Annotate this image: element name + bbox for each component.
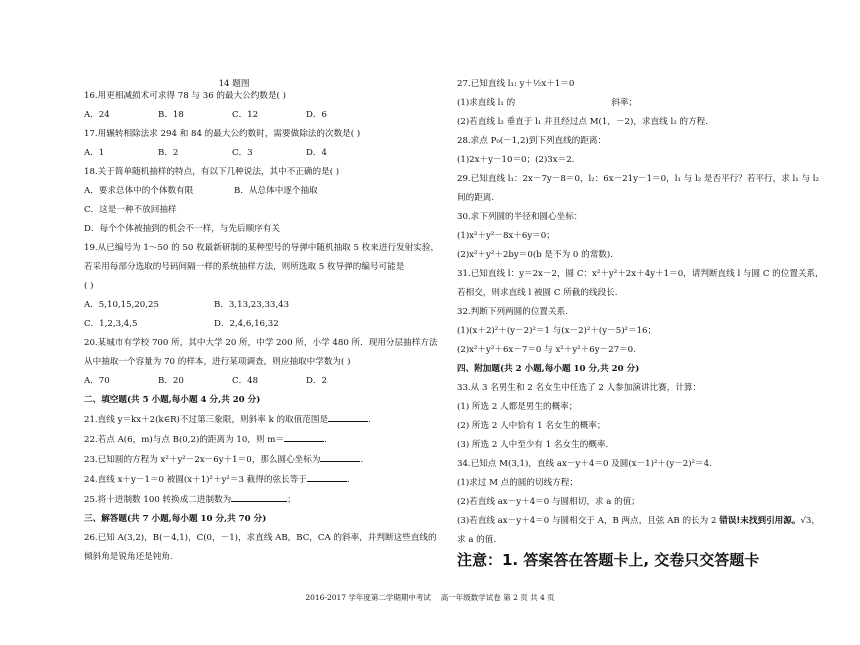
- option: A．70: [84, 376, 110, 386]
- notice-answer-sheet: 注意：1. 答案答在答题卡上, 交卷只交答题卡: [457, 551, 760, 569]
- question-30-part1: (1)x²＋y²－8x＋6y＝0；: [457, 231, 555, 241]
- question-18-options-ab: [84, 185, 444, 197]
- question-30: 30.求下列圆的半径和圆心坐标：: [457, 212, 583, 222]
- question-25: 25.将十进制数 100 转换成二进制数为 ；: [84, 495, 296, 505]
- question-17-options: [84, 147, 444, 159]
- question-28: 28.求点 P₀(－1,2)到下列直线的距离：: [457, 136, 607, 146]
- question-19-options-ab: [84, 299, 444, 311]
- question-19-line2: 若采用每部分选取的号码间隔一样的系统抽样方法，则所选取 5 枚导弹的编号可能是: [84, 262, 405, 272]
- figure-caption: 14 题图: [218, 79, 250, 89]
- answer-blank: [307, 473, 347, 482]
- question-16: 16.用更相减损术可求得 78 与 36 的最大公约数是( ): [84, 91, 286, 101]
- option: A．1: [84, 148, 105, 158]
- question-21: 21.直线 y＝kx＋2(k∈R)不过第三象限，则斜率 k 的取值范围是 .: [84, 415, 371, 425]
- question-32-part2: (2)x²＋y²＋6x－7＝0 与 x²＋y²＋6y－27＝0.: [457, 345, 636, 355]
- question-32-part1: (1)(x＋2)²＋(y－2)²＝1 与(x－2)²＋(y－5)²＝16；: [457, 326, 657, 336]
- question-24: 24.直线 x＋y－1＝0 被圆(x＋1)²＋y²＝3 截得的弦长等于 .: [84, 475, 350, 485]
- question-18: 18.关于简单随机抽样的特点，有以下几种说法，其中不正确的是( ): [84, 167, 340, 177]
- question-16-options: [84, 109, 444, 121]
- question-30-part2: (2)x²＋y²＋2by＝0(b 是不为 0 的常数).: [457, 250, 614, 260]
- question-19-options-cd: [84, 318, 444, 330]
- section-2-heading: 二、填空题(共 5 小题,每小题 4 分,共 20 分): [84, 395, 261, 405]
- section-4-heading: 四、附加题(共 2 小题,每小题 10 分,共 20 分): [457, 364, 640, 374]
- option: C．3: [232, 148, 253, 158]
- question-29-line1: 29.已知直线 l₁：2x－7y－8＝0，l₂：6x－21y－1＝0，l₁ 与 l₂ 是否平行？若平行，求 l₁ 与 l₂: [457, 174, 820, 184]
- right-column: [457, 78, 824, 570]
- question-29-line2: 间的距离.: [457, 193, 495, 203]
- option: B．从总体中逐个抽取: [234, 186, 318, 196]
- option: C．48: [232, 376, 259, 386]
- option: D．2: [306, 376, 327, 386]
- section-3-heading: 三、解答题(共 7 小题,每小题 10 分,共 70 分): [84, 514, 267, 524]
- answer-blank: [328, 413, 368, 422]
- option: B．18: [158, 110, 184, 120]
- question-33-part1: (1) 所选 2 人都是男生的概率；: [457, 402, 578, 412]
- option: A．24: [84, 110, 110, 120]
- option: B．2: [158, 148, 179, 158]
- question-23: 23.已知圆的方程为 x²＋y²－2x－6y＋1＝0，那么圆心坐标为 .: [84, 455, 364, 465]
- option: D．每个个体被抽到的机会不一样，与先后顺序有关: [84, 224, 280, 234]
- question-27-part1: (1)求直线 l₁ 的 斜率；: [457, 98, 638, 108]
- page-footer: 2016-2017 学年度第二学期期中考试 高一年级数学试卷 第 2 页 共 4 页: [305, 593, 555, 602]
- question-19-line1: 19.从已编号为 1～50 的 50 枚最新研制的某种型号的导弹中随机抽取 5 枚来进行发射实验，: [84, 243, 440, 253]
- question-32: 32.判断下列两圆的位置关系.: [457, 307, 568, 317]
- answer-blank: [231, 493, 287, 502]
- question-28-parts: (1)2x＋y－10＝0；(2)3x＝2.: [457, 155, 575, 165]
- option: B．20: [158, 376, 184, 386]
- question-34-part4: 求 a 的值.: [457, 535, 497, 545]
- option: B．3,13,23,33,43: [214, 300, 290, 310]
- question-17: 17.用辗转相除法求 294 和 84 的最大公约数时，需要做除法的次数是( ): [84, 129, 361, 139]
- question-19-line3: ( ): [84, 281, 94, 291]
- option: A．要求总体中的个体数有限: [84, 186, 194, 196]
- question-26-line1: 26.已知 A(3,2)，B(－4,1)，C(0，－1)，求直线 AB，BC，CA 的斜率，并判断这些直线的: [84, 533, 437, 543]
- option: D．2,4,6,16,32: [214, 319, 279, 329]
- reference-error-text: 错误!未找到引用源。: [719, 516, 801, 526]
- option: A．5,10,15,20,25: [84, 300, 159, 310]
- question-20-line1: 20.某城市有学校 700 所，其中大学 20 所，中学 200 所，小学 480 所．现用分层抽样方法: [84, 338, 438, 348]
- question-34-part2: (2)若直线 ax－y＋4＝0 与圆相切，求 a 的值；: [457, 497, 640, 507]
- question-34: 34.已知点 M(3,1)，直线 ax－y＋4＝0 及圆(x－1)²＋(y－2)²＝4.: [457, 459, 712, 469]
- question-31-line2: 若相交，则求直线 l 被圆 C 所截的线段长.: [457, 288, 618, 298]
- question-27: 27.已知直线 l₁: y＋½x＋1＝0: [457, 79, 575, 89]
- question-33: 33.从 3 名男生和 2 名女生中任选了 2 人参加演讲比赛，计算：: [457, 383, 702, 393]
- option: C．这是一种不放回抽样: [84, 205, 177, 215]
- left-column: [84, 78, 444, 563]
- answer-blank: [320, 453, 360, 462]
- option: D．4: [306, 148, 327, 158]
- question-33-part3: (3) 所选 2 人中至少有 1 名女生的概率.: [457, 440, 609, 450]
- option: D．6: [306, 110, 327, 120]
- question-22: 22.若点 A(6，m)与点 B(0,2)的距离为 10，则 m＝ .: [84, 435, 327, 445]
- question-27-part2: (2)若直线 l₂ 垂直于 l₁ 并且经过点 M(1，－2)，求直线 l₂ 的方程.: [457, 117, 708, 127]
- question-34-part1: (1)求过 M 点的圆的切线方程；: [457, 478, 578, 488]
- question-20-line2: 从中抽取一个容量为 70 的样本，进行某项调查，则应抽取中学数为( ): [84, 357, 351, 367]
- question-33-part2: (2) 所选 2 人中恰有 1 名女生的概率；: [457, 421, 606, 431]
- option: C．12: [232, 110, 259, 120]
- answer-blank: [284, 433, 324, 442]
- question-20-options: [84, 375, 444, 387]
- option: C．1,2,3,4,5: [84, 319, 138, 329]
- question-34-part3: (3)若直线 ax－y＋4＝0 与圆相交于 A，B 两点，且弦 AB 的长为 2 错误!未找到引用源。√3，: [457, 516, 820, 526]
- question-31-line1: 31.已知直线 l：y＝2x－2，圆 C：x²＋y²＋2x＋4y＋1＝0，请判断直线 l 与圆 C 的位置关系，: [457, 269, 824, 279]
- question-26-line2: 倾斜角是锐角还是钝角.: [84, 552, 173, 562]
